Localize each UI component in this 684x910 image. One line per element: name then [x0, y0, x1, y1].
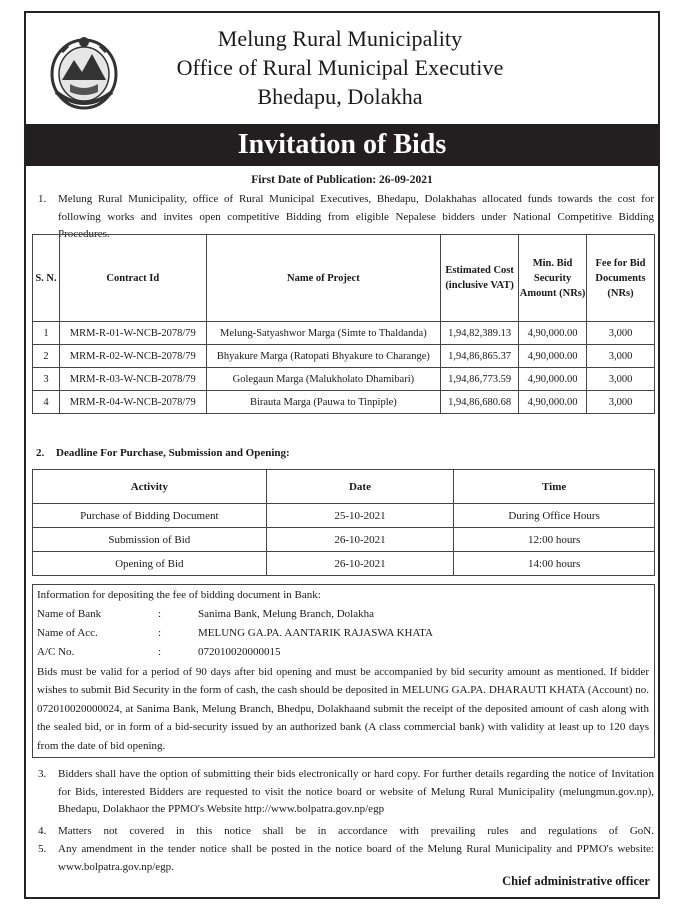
- cell-bid-fee: 3,000: [587, 391, 655, 414]
- bid-table: [32, 234, 655, 414]
- cell-date: 25-10-2021: [266, 504, 454, 528]
- cell-contract-id: MRM-R-03-W-NCB-2078/79: [59, 368, 206, 391]
- notice-title-banner: Invitation of Bids: [26, 124, 658, 166]
- section-1-number: 1.: [38, 193, 47, 205]
- table-row: [33, 528, 655, 552]
- account-name-sep: :: [158, 627, 162, 639]
- cell-project-name: Bhyakure Marga (Ratopati Bhyakure to Charange): [206, 345, 440, 368]
- cell-time: During Office Hours: [454, 504, 655, 528]
- section-3-text: Bidders shall have the option of submitting their bids electronically or hard copy. For further details regarding the notice of Invitation for Bids, interested Bidders are requested to visit the notice board or website of Melung Rural Municipality (melungmun.gov.np), Bhedapu, Dolakhaor the PPMO's Website http://www.bolpatra.gov.np/egp: [58, 768, 654, 815]
- section-3-number: 3.: [38, 768, 47, 780]
- cell-activity: Purchase of Bidding Document: [33, 504, 267, 528]
- deadline-table-header: [33, 470, 655, 504]
- account-number-value: 072010020000015: [198, 646, 281, 658]
- cell-date: 26-10-2021: [266, 552, 454, 576]
- municipality-name: Melung Rural Municipality: [217, 26, 463, 51]
- cell-project-name: Birauta Marga (Pauwa to Tinpiple): [206, 391, 440, 414]
- cell-sn: 4: [33, 391, 60, 414]
- cell-bid-fee: 3,000: [587, 322, 655, 345]
- col-header-bid-security: Min. Bid Security Amount (NRs): [519, 235, 587, 322]
- cell-project-name: Golegaun Marga (Malukholato Dhamibari): [206, 368, 440, 391]
- cell-sn: 1: [33, 322, 60, 345]
- office-name: Office of Rural Municipal Executive: [176, 55, 504, 80]
- col-header-date: Date: [266, 470, 454, 504]
- section-1-text: Melung Rural Municipality, office of Rural Municipal Executives, Bhedapu, Dolakhahas allocated funds towards the cost for following works and invites open competitive Bidding from eligible Nepalese bidders under National Competitive Bidding Procedures.: [58, 193, 654, 240]
- cell-contract-id: MRM-R-04-W-NCB-2078/79: [59, 391, 206, 414]
- account-name-value: MELUNG GA.PA. AANTARIK RAJASWA KHATA: [198, 627, 433, 639]
- section-2-number: 2.: [36, 447, 45, 459]
- cell-contract-id: MRM-R-02-W-NCB-2078/79: [59, 345, 206, 368]
- table-row: [33, 504, 655, 528]
- account-number-sep: :: [158, 646, 162, 658]
- signature: Chief administrative officer: [502, 874, 650, 888]
- col-header-activity: Activity: [33, 470, 267, 504]
- col-header-project-name: Name of Project: [206, 235, 440, 322]
- section-2-title: Deadline For Purchase, Submission and Opening:: [56, 447, 290, 459]
- table-row: [33, 345, 655, 368]
- bank-name-value: Sanima Bank, Melung Branch, Dolakha: [198, 608, 374, 620]
- account-number-label: A/C No.: [37, 646, 75, 658]
- cell-estimated-cost: 1,94,86,865.37: [441, 345, 519, 368]
- publication-date: First Date of Publication: 26-09-2021: [251, 174, 433, 186]
- cell-estimated-cost: 1,94,86,680.68: [441, 391, 519, 414]
- section-5-text: Any amendment in the tender notice shall be posted in the notice board of the Melung Rural Municipality and PPMO's website: www.bolpatra.gov.np/egp.: [58, 843, 654, 873]
- cell-bid-security: 4,90,000.00: [519, 345, 587, 368]
- header: [130, 24, 550, 111]
- account-name-label: Name of Acc.: [37, 627, 98, 639]
- section-4-number: 4.: [38, 825, 47, 837]
- location: Bhedapu, Dolakha: [257, 84, 423, 109]
- cell-activity: Opening of Bid: [33, 552, 267, 576]
- cell-activity: Submission of Bid: [33, 528, 267, 552]
- cell-sn: 2: [33, 345, 60, 368]
- col-header-time: Time: [454, 470, 655, 504]
- bank-name-sep: :: [158, 608, 162, 620]
- cell-bid-security: 4,90,000.00: [519, 391, 587, 414]
- cell-bid-fee: 3,000: [587, 368, 655, 391]
- table-row: [33, 552, 655, 576]
- col-header-contract-id: Contract Id: [59, 235, 206, 322]
- cell-project-name: Melung-Satyashwor Marga (Simte to Thaldanda): [206, 322, 440, 345]
- cell-bid-fee: 3,000: [587, 345, 655, 368]
- section-4-text: Matters not covered in this notice shall be in accordance with prevailing rules and regulations of GoN.: [58, 825, 654, 837]
- cell-bid-security: 4,90,000.00: [519, 368, 587, 391]
- bid-validity-note: Bids must be valid for a period of 90 days after bid opening and must be accompanied by bid security amount as mentioned. If bidder wishes to submit Bid Security in the form of cash, the cash should be deposited in MELUNG GA.PA. DHARAUTI KHATA (Account) no. 072010020000024, at Sanima Bank, Melung Branch, Bhedpu, Dolakhaand submit the receipt of the deposited amount of cash along with the sealed bid, or in form of a bid-security issued by an authorized bank (A class commercial bank) with validity at least up to 120 days from the date of bid opening.: [37, 666, 649, 752]
- table-row: [33, 391, 655, 414]
- deadline-table: [32, 469, 655, 576]
- bid-table-header: [33, 235, 655, 322]
- cell-time: 12:00 hours: [454, 528, 655, 552]
- bank-name-label: Name of Bank: [37, 608, 102, 620]
- bank-intro: Information for depositing the fee of bidding document in Bank:: [37, 589, 321, 601]
- cell-sn: 3: [33, 368, 60, 391]
- cell-bid-security: 4,90,000.00: [519, 322, 587, 345]
- col-header-estimated-cost: Estimated Cost (inclusive VAT): [441, 235, 519, 322]
- bank-info-box: [32, 584, 655, 758]
- col-header-sn: S. N.: [33, 235, 60, 322]
- col-header-bid-fee: Fee for Bid Documents (NRs): [587, 235, 655, 322]
- table-row: [33, 368, 655, 391]
- cell-contract-id: MRM-R-01-W-NCB-2078/79: [59, 322, 206, 345]
- table-row: [33, 322, 655, 345]
- cell-estimated-cost: 1,94,86,773.59: [441, 368, 519, 391]
- nepal-emblem-logo: [48, 32, 120, 112]
- section-5-number: 5.: [38, 843, 47, 855]
- cell-time: 14:00 hours: [454, 552, 655, 576]
- cell-date: 26-10-2021: [266, 528, 454, 552]
- cell-estimated-cost: 1,94,82,389.13: [441, 322, 519, 345]
